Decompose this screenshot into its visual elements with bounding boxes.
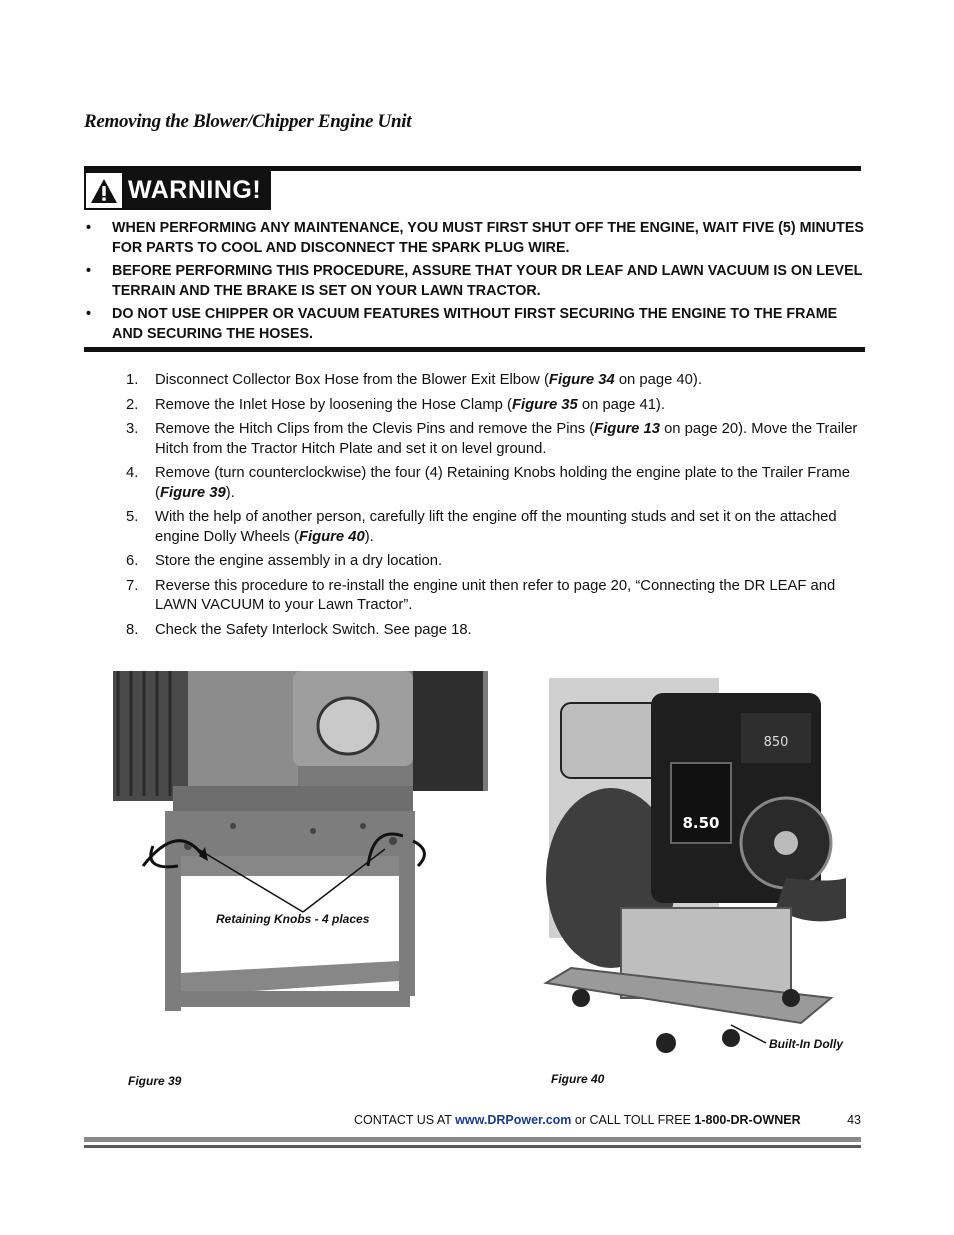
step-item: 4. Remove (turn counterclockwise) the four (4) Retaining Knobs holding the engine plate to the Trailer Frame (Figure 39). (126, 465, 850, 501)
step-item: 6. Store the engine assembly in a dry location. (126, 553, 443, 569)
warning-triangle-icon (86, 173, 122, 208)
step-item: 1. Disconnect Collector Box Hose from the Blower Exit Elbow (Figure 34 on page 40). (126, 372, 702, 388)
procedure-steps (126, 371, 866, 645)
engine-brand-label: 850 (763, 735, 789, 750)
figure-39-caption: Figure 39 (128, 1074, 182, 1088)
section-title: Removing the Blower/Chipper Engine Unit (84, 111, 412, 132)
warning-badge (84, 171, 271, 210)
step-item: 7. Reverse this procedure to re-install the engine unit then refer to page 20, “Connecting the DR LEAF and LAWN VACUUM to your Lawn Tractor”. (126, 577, 836, 613)
figure-39-photo (113, 671, 493, 1026)
warning-item: • BEFORE PERFORMING THIS PROCEDURE, ASSURE THAT YOUR DR LEAF AND LAWN VACUUM IS ON LEVEL TERRAIN AND THE BRAKE IS SET ON YOUR LAWN TRACTOR. (86, 263, 863, 299)
engine-badge-label: 8.50 (682, 814, 720, 832)
step-item: 5. With the help of another person, carefully lift the engine off the mounting studs and set it on the attached engine Dolly Wheels (Figure 40). (126, 509, 837, 545)
warning-bottom-rule (84, 347, 865, 352)
footer-rule-thin (84, 1145, 861, 1148)
footer-website-link[interactable]: www.DRPower.com (455, 1113, 572, 1127)
page-number: 43 (847, 1113, 861, 1127)
footer-rule (84, 1137, 861, 1142)
warning-list (84, 218, 864, 347)
warning-item: • WHEN PERFORMING ANY MAINTENANCE, YOU MUST FIRST SHUT OFF THE ENGINE, WAIT FIVE (5) MINUTES FOR PARTS TO COOL AND DISCONNECT THE SPARK PLUG WIRE. (86, 220, 864, 256)
figure-40-photo (541, 678, 846, 1058)
step-item: 8. Check the Safety Interlock Switch. See page 18. (126, 621, 472, 638)
figure-39-callout: Retaining Knobs - 4 places (216, 912, 370, 926)
figure-40-callout: Built-In Dolly (769, 1037, 843, 1051)
warning-label: WARNING! (122, 173, 269, 208)
step-item: 3. Remove the Hitch Clips from the Clevis Pins and remove the Pins (Figure 13 on page 20). Move the Trailer Hitch from the Tractor Hitch Plate and set it on level ground. (126, 421, 858, 457)
footer-phone: 1-800-DR-OWNER (694, 1113, 801, 1127)
figure-40-caption: Figure 40 (551, 1072, 605, 1086)
warning-item: • DO NOT USE CHIPPER OR VACUUM FEATURES WITHOUT FIRST SECURING THE ENGINE TO THE FRAME AND SECURING THE HOSES. (86, 306, 838, 342)
footer-contact: CONTACT US AT www.DRPower.com or CALL TOLL FREE 1-800-DR-OWNER (354, 1113, 801, 1127)
step-item: 2. Remove the Inlet Hose by loosening the Hose Clamp (Figure 35 on page 41). (126, 396, 665, 413)
